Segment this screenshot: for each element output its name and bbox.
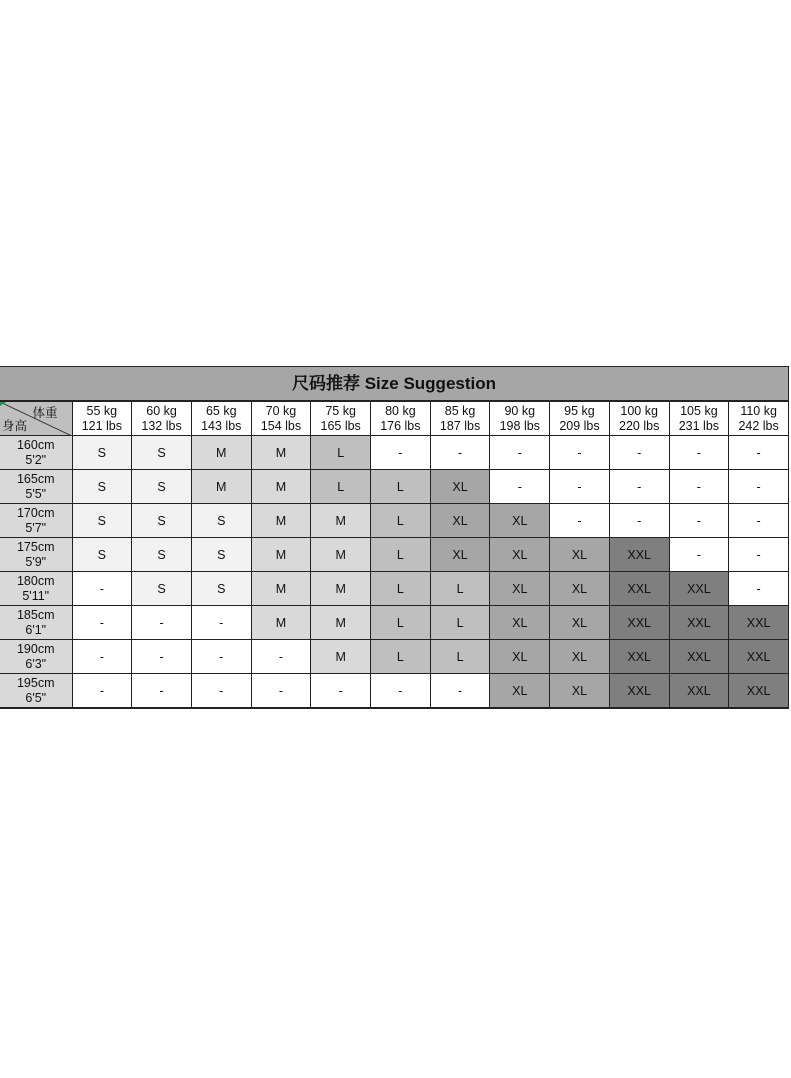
height-ft-label: 5'11" [22,588,50,603]
size-cell: M [311,572,371,606]
size-cell: - [729,538,789,572]
size-cell: L [430,572,490,606]
height-ft-label: 5'5" [25,486,47,501]
weight-column-header [132,402,192,436]
size-cell: - [72,640,132,674]
size-cell: L [371,538,431,572]
weight-lbs-label: 220 lbs [619,418,660,433]
height-row-header [0,606,72,640]
weight-lbs-label: 242 lbs [738,418,779,433]
size-cell: S [191,572,251,606]
weight-kg-label: 85 kg [444,403,476,418]
height-row-header [0,470,72,504]
weight-column-header [251,402,311,436]
size-cell: - [311,674,371,708]
size-cell: M [311,538,371,572]
size-cell: - [191,640,251,674]
size-cell: - [191,606,251,640]
size-cell: XL [550,640,610,674]
size-cell: - [550,504,610,538]
table-row [0,572,789,606]
size-cell: XXL [729,606,789,640]
size-cell: XL [430,538,490,572]
size-cell: XXL [609,572,669,606]
height-row-header [0,640,72,674]
size-chart [0,366,789,709]
table-row [0,436,789,470]
size-cell: - [430,436,490,470]
height-cm-label: 195cm [16,675,55,690]
height-row-header [0,538,72,572]
weight-column-header [430,402,490,436]
size-cell: S [132,436,192,470]
size-cell: - [191,674,251,708]
size-cell: - [669,538,729,572]
size-cell: L [371,504,431,538]
size-cell: L [430,606,490,640]
size-cell: - [490,470,550,504]
size-cell: XL [490,640,550,674]
weight-column-header [550,402,610,436]
size-cell: S [72,436,132,470]
weight-column-header [729,402,789,436]
size-cell: - [72,572,132,606]
size-cell: XXL [669,572,729,606]
weight-lbs-label: 176 lbs [380,418,421,433]
weight-kg-label: 95 kg [564,403,595,418]
size-cell: - [371,436,431,470]
header-row [0,402,789,436]
size-cell: - [371,674,431,708]
size-cell: - [669,470,729,504]
height-cm-label: 180cm [16,573,55,588]
height-ft-label: 5'9" [25,554,47,569]
weight-column-header [490,402,550,436]
size-cell: - [669,504,729,538]
table-row [0,640,789,674]
size-cell: M [191,436,251,470]
height-cm-label: 160cm [16,437,55,452]
size-cell: - [132,674,192,708]
size-cell: L [371,606,431,640]
weight-kg-label: 105 kg [680,403,718,418]
weight-axis-label: 体重 [32,406,58,420]
size-cell: XL [430,470,490,504]
size-cell: - [72,674,132,708]
size-cell: - [72,606,132,640]
weight-kg-label: 55 kg [86,403,118,418]
size-cell: XL [430,504,490,538]
size-cell: XXL [609,640,669,674]
height-row-header [0,436,72,470]
size-cell: S [132,504,192,538]
height-row-header [0,674,72,708]
size-cell: - [430,674,490,708]
size-cell: M [251,436,311,470]
size-cell: - [132,640,192,674]
weight-kg-label: 65 kg [205,403,237,418]
size-cell: L [311,470,371,504]
size-cell: S [72,538,132,572]
size-cell: S [132,470,192,504]
size-cell: XL [550,606,610,640]
height-cm-label: 170cm [16,505,55,520]
weight-lbs-label: 231 lbs [678,418,720,433]
height-cm-label: 190cm [16,641,55,656]
height-axis-label: 身高 [2,419,28,433]
size-cell: XXL [729,640,789,674]
weight-lbs-label: 187 lbs [439,418,481,433]
size-cell: XL [490,504,550,538]
table-row [0,538,789,572]
weight-lbs-label: 132 lbs [141,418,182,433]
height-ft-label: 6'3" [25,656,47,671]
table-row [0,674,789,708]
size-cell: - [729,572,789,606]
weight-lbs-label: 198 lbs [499,418,540,433]
size-cell: XL [550,674,610,708]
size-cell: - [251,640,311,674]
weight-kg-label: 110 kg [740,403,777,418]
weight-kg-label: 70 kg [265,403,297,418]
size-table [0,401,789,708]
size-cell: XXL [729,674,789,708]
size-cell: M [251,606,311,640]
size-cell: - [609,470,669,504]
size-cell: M [311,606,371,640]
height-ft-label: 5'7" [25,520,47,535]
size-cell: M [191,470,251,504]
size-cell: XL [490,674,550,708]
height-row-header [0,504,72,538]
size-cell: XL [550,538,610,572]
size-cell: - [132,606,192,640]
size-cell: M [251,504,311,538]
weight-kg-label: 60 kg [146,403,177,418]
table-body [0,436,789,708]
size-cell: XL [490,606,550,640]
chart-title: 尺码推荐 Size Suggestion [0,367,788,401]
weight-column-header [371,402,431,436]
weight-column-header [311,402,371,436]
size-cell: L [430,640,490,674]
size-cell: M [251,572,311,606]
height-cm-label: 165cm [16,471,55,486]
weight-lbs-label: 143 lbs [201,418,242,433]
size-cell: - [609,436,669,470]
size-cell: XL [550,572,610,606]
weight-lbs-label: 121 lbs [81,418,122,433]
size-cell: XXL [609,674,669,708]
weight-kg-label: 80 kg [385,403,416,418]
weight-column-header [72,402,132,436]
size-cell: M [251,470,311,504]
size-cell: - [490,436,550,470]
weight-column-header [669,402,729,436]
size-cell: XXL [669,674,729,708]
height-ft-label: 6'5" [25,690,47,705]
size-cell: XXL [609,606,669,640]
size-cell: - [251,674,311,708]
size-cell: XL [490,572,550,606]
size-cell: L [371,572,431,606]
size-cell: XL [490,538,550,572]
height-cm-label: 185cm [16,607,55,622]
table-row [0,470,789,504]
size-cell: S [191,504,251,538]
size-cell: - [550,470,610,504]
size-cell: XXL [669,640,729,674]
size-cell: M [251,538,311,572]
size-cell: - [550,436,610,470]
size-cell: - [729,436,789,470]
size-cell: XXL [609,538,669,572]
height-row-header [0,572,72,606]
size-cell: S [72,504,132,538]
weight-lbs-label: 209 lbs [559,418,600,433]
weight-column-header [609,402,669,436]
size-cell: M [311,640,371,674]
size-cell: S [72,470,132,504]
size-cell: S [132,572,192,606]
weight-column-header [191,402,251,436]
weight-kg-label: 75 kg [325,403,356,418]
height-ft-label: 5'2" [25,452,47,467]
weight-kg-label: 100 kg [620,403,658,418]
size-cell: L [371,470,431,504]
size-cell: XXL [669,606,729,640]
weight-lbs-label: 154 lbs [260,418,302,433]
size-cell: - [729,504,789,538]
table-row [0,606,789,640]
size-cell: S [132,538,192,572]
table-row [0,504,789,538]
height-cm-label: 175cm [16,539,55,554]
size-cell: - [669,436,729,470]
height-ft-label: 6'1" [25,622,47,637]
weight-lbs-label: 165 lbs [320,418,361,433]
size-cell: M [311,504,371,538]
weight-kg-label: 90 kg [504,403,536,418]
size-cell: - [609,504,669,538]
corner-header-cell [0,402,72,436]
size-cell: S [191,538,251,572]
size-cell: L [311,436,371,470]
size-cell: L [371,640,431,674]
size-cell: - [729,470,789,504]
